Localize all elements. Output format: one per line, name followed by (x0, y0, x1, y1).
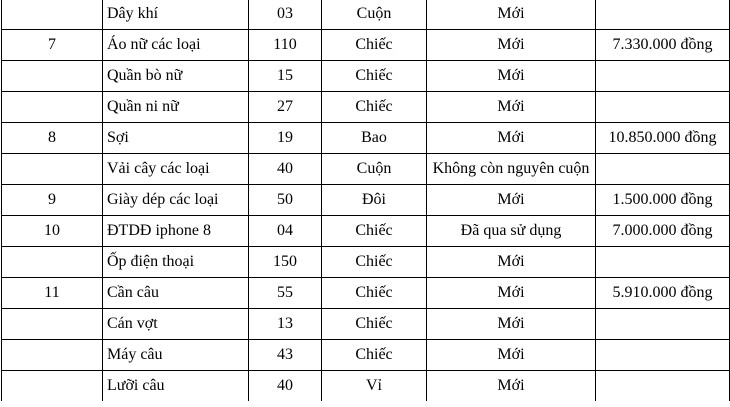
cell-item-name: Quần bò nữ (103, 61, 249, 92)
cell-unit: Chiếc (322, 340, 427, 371)
table-row (2, 30, 730, 61)
cell-item-name: Cần câu (103, 278, 249, 309)
cell-value (596, 247, 730, 278)
cell-condition: Đã qua sử dụng (427, 216, 596, 247)
table-row (2, 340, 730, 371)
inventory-table-body (2, 0, 730, 401)
cell-unit: Bao (322, 123, 427, 154)
cell-stt (2, 247, 103, 278)
cell-quantity: 27 (249, 92, 322, 123)
cell-item-name: Dây khí (103, 0, 249, 30)
cell-item-name: ĐTDĐ iphone 8 (103, 216, 249, 247)
cell-value: 7.000.000 đồng (596, 216, 730, 247)
cell-quantity: 15 (249, 61, 322, 92)
cell-stt (2, 92, 103, 123)
cell-condition: Mới (427, 185, 596, 216)
cell-quantity: 40 (249, 371, 322, 402)
cell-value (596, 340, 730, 371)
cell-stt: 7 (2, 30, 103, 61)
cell-value (596, 154, 730, 185)
cell-stt: 9 (2, 185, 103, 216)
cell-item-name: Cán vợt (103, 309, 249, 340)
table-row (2, 185, 730, 216)
cell-value (596, 61, 730, 92)
table-row (2, 371, 730, 402)
cell-unit: Chiếc (322, 247, 427, 278)
cell-condition: Mới (427, 0, 596, 30)
cell-item-name: Lưỡi câu (103, 371, 249, 402)
cell-condition: Mới (427, 61, 596, 92)
table-row (2, 123, 730, 154)
cell-quantity: 03 (249, 0, 322, 30)
cell-unit: Chiếc (322, 278, 427, 309)
cell-quantity: 40 (249, 154, 322, 185)
cell-item-name: Máy câu (103, 340, 249, 371)
cell-unit: Vỉ (322, 371, 427, 402)
table-row (2, 61, 730, 92)
cell-unit: Chiếc (322, 309, 427, 340)
cell-unit: Chiếc (322, 61, 427, 92)
cell-quantity: 13 (249, 309, 322, 340)
cell-stt (2, 0, 103, 30)
cell-condition: Mới (427, 371, 596, 402)
cell-value: 7.330.000 đồng (596, 30, 730, 61)
cell-unit: Chiếc (322, 216, 427, 247)
cell-stt (2, 61, 103, 92)
cell-stt (2, 154, 103, 185)
cell-condition: Mới (427, 278, 596, 309)
table-row (2, 0, 730, 30)
cell-condition: Mới (427, 123, 596, 154)
cell-value (596, 92, 730, 123)
cell-unit: Cuộn (322, 0, 427, 30)
cell-condition: Mới (427, 92, 596, 123)
cell-stt (2, 340, 103, 371)
inventory-table (1, 0, 730, 401)
table-row (2, 154, 730, 185)
cell-condition: Mới (427, 247, 596, 278)
cell-unit: Đôi (322, 185, 427, 216)
cell-item-name: Sợi (103, 123, 249, 154)
cell-quantity: 04 (249, 216, 322, 247)
cell-item-name: Quần ni nữ (103, 92, 249, 123)
cell-stt: 11 (2, 278, 103, 309)
cell-unit: Cuộn (322, 154, 427, 185)
cell-value: 10.850.000 đồng (596, 123, 730, 154)
cell-item-name: Giày dép các loại (103, 185, 249, 216)
table-row (2, 92, 730, 123)
cell-value: 5.910.000 đồng (596, 278, 730, 309)
cell-condition: Không còn nguyên cuộn (427, 154, 596, 185)
cell-condition: Mới (427, 30, 596, 61)
cell-condition: Mới (427, 340, 596, 371)
cell-value (596, 371, 730, 402)
cell-stt (2, 309, 103, 340)
cell-unit: Chiếc (322, 30, 427, 61)
cell-value (596, 309, 730, 340)
cell-item-name: Vải cây các loại (103, 154, 249, 185)
cell-value (596, 0, 730, 30)
cell-quantity: 150 (249, 247, 322, 278)
table-row (2, 247, 730, 278)
cell-value: 1.500.000 đồng (596, 185, 730, 216)
cell-quantity: 19 (249, 123, 322, 154)
table-row (2, 216, 730, 247)
cell-condition: Mới (427, 309, 596, 340)
cell-unit: Chiếc (322, 92, 427, 123)
cell-stt: 10 (2, 216, 103, 247)
cell-quantity: 50 (249, 185, 322, 216)
cell-item-name: Áo nữ các loại (103, 30, 249, 61)
cell-quantity: 110 (249, 30, 322, 61)
cell-stt: 8 (2, 123, 103, 154)
table-row (2, 278, 730, 309)
cell-quantity: 55 (249, 278, 322, 309)
cell-stt (2, 371, 103, 402)
cell-quantity: 43 (249, 340, 322, 371)
table-row (2, 309, 730, 340)
cell-item-name: Ốp điện thoại (103, 247, 249, 278)
